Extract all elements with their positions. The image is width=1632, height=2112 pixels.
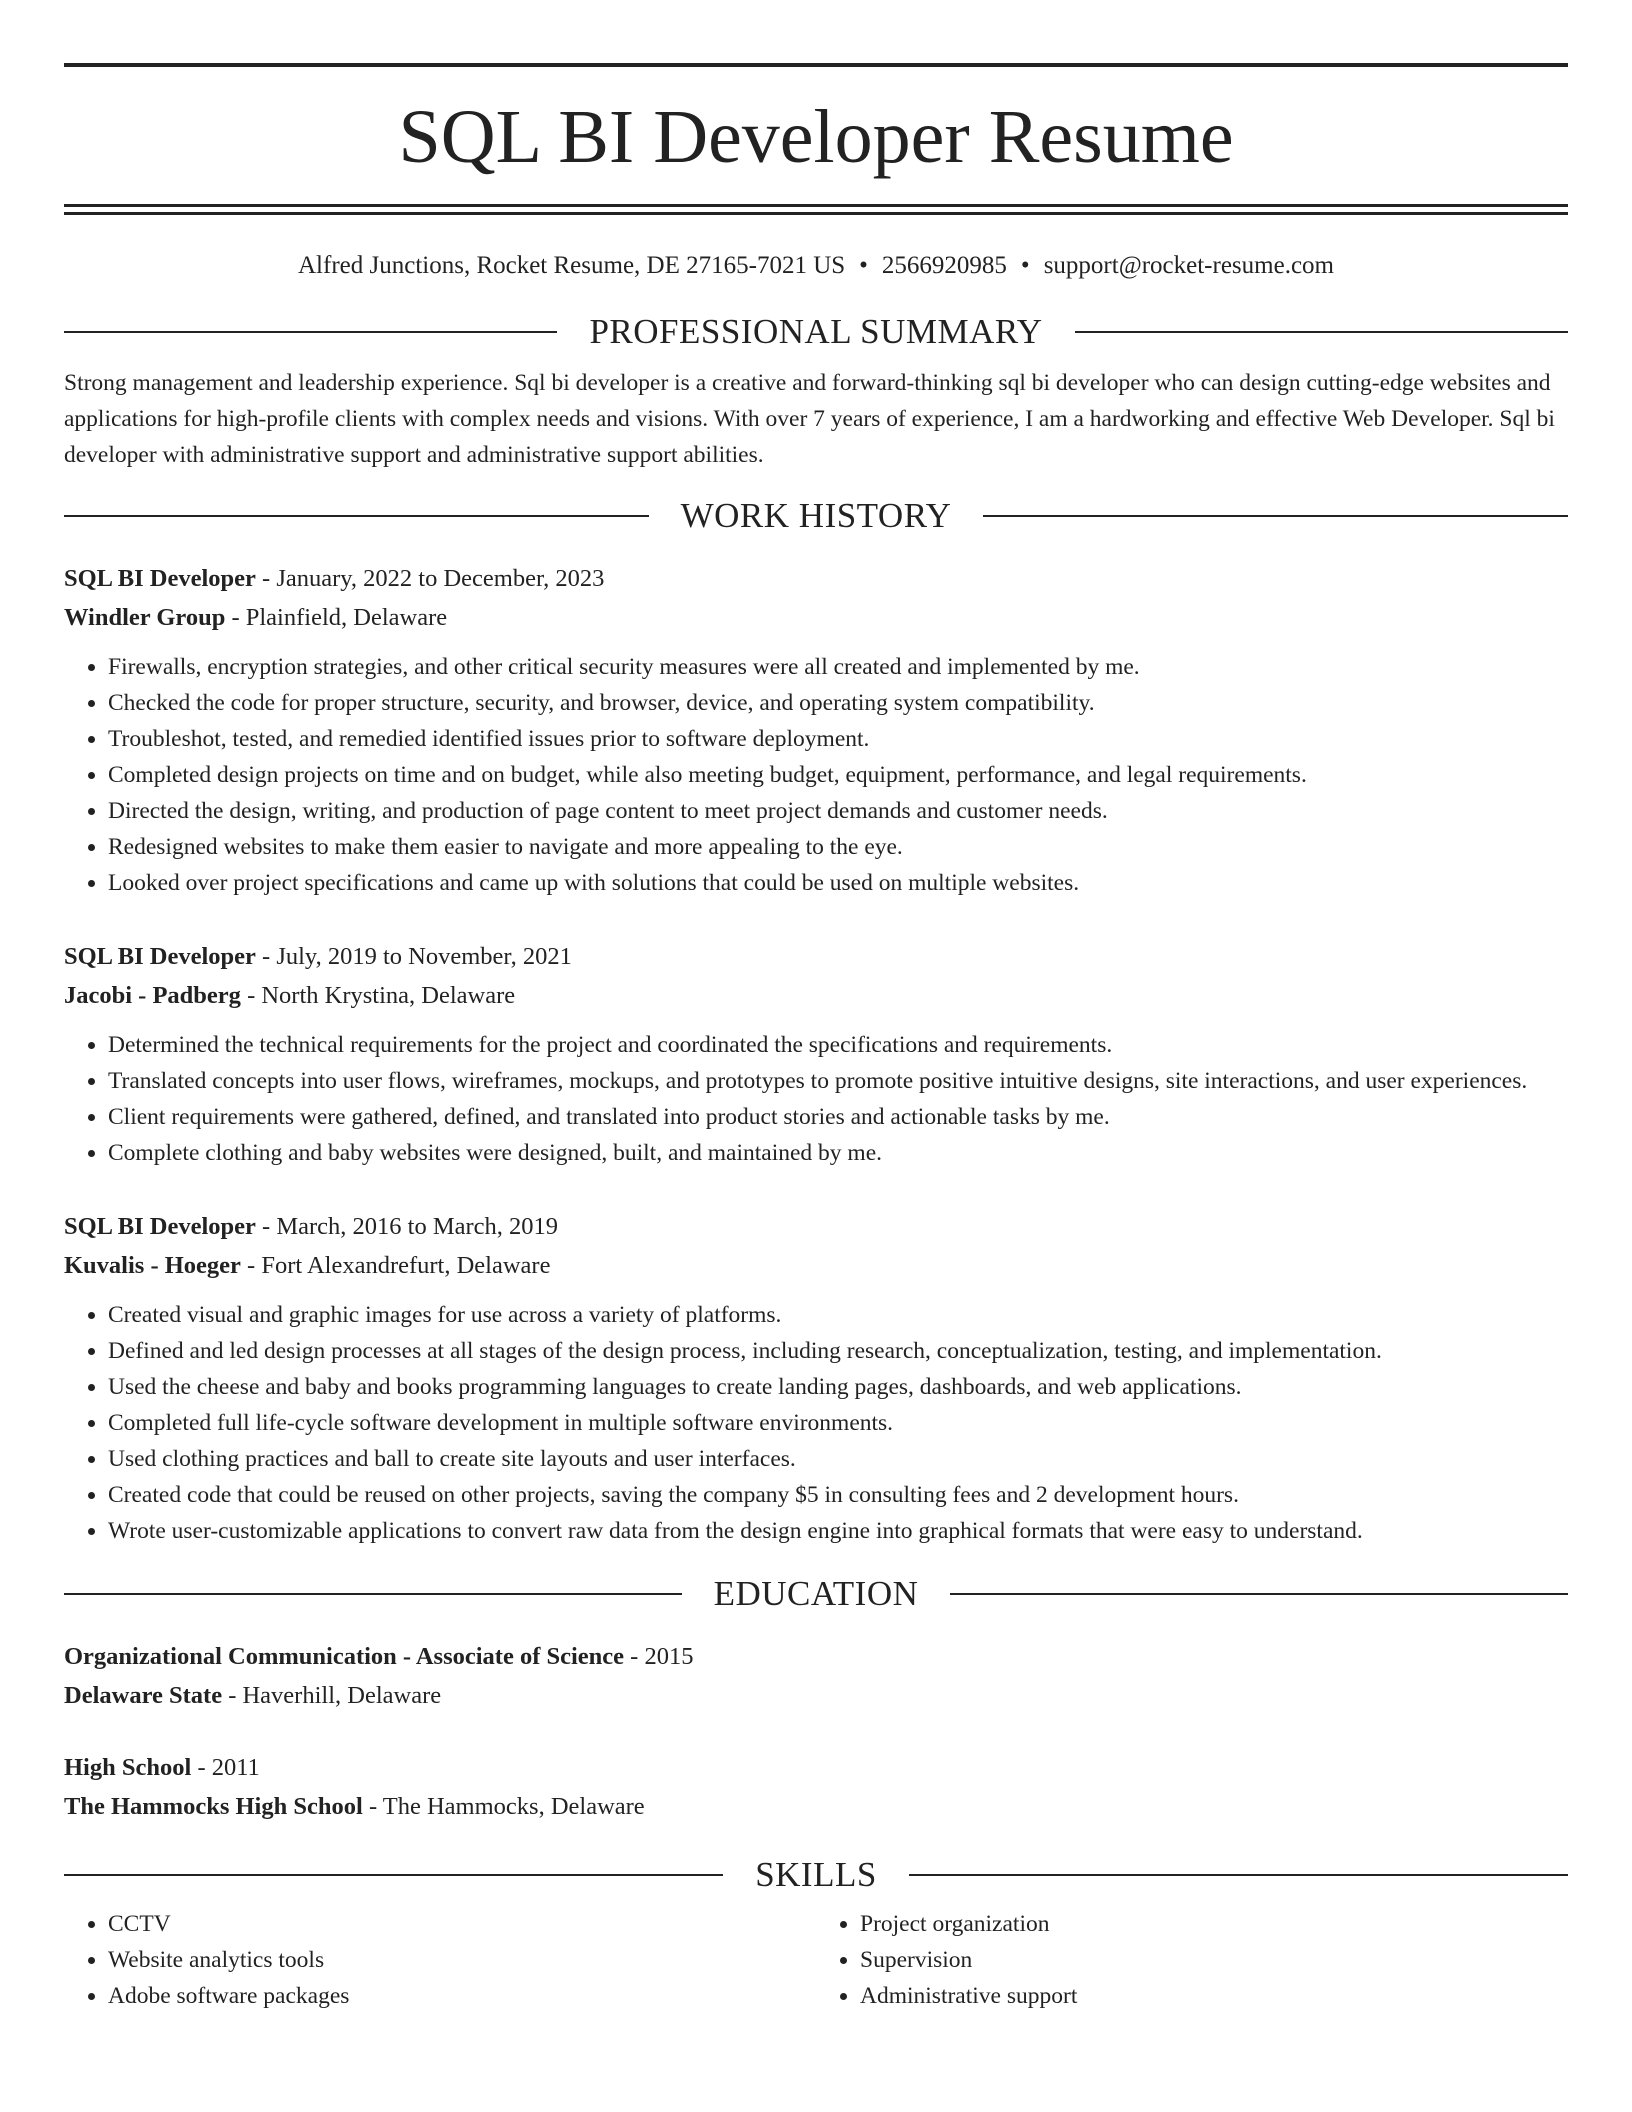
section-heading-skills bbox=[64, 1854, 1568, 1896]
heading-rule-right bbox=[983, 515, 1568, 517]
job-bullets bbox=[64, 1297, 1568, 1549]
education-year: - 2015 bbox=[624, 1643, 694, 1670]
skills-list bbox=[64, 1906, 1568, 2014]
education-school: The Hammocks High School bbox=[64, 1793, 363, 1820]
list-item: • Administrative support bbox=[860, 1978, 1568, 2014]
job-company: Jacobi - Padberg bbox=[64, 982, 241, 1009]
list-item: • Adobe software packages bbox=[108, 1978, 816, 2014]
job-company-line bbox=[64, 1246, 1568, 1285]
list-item: • Supervision bbox=[860, 1942, 1568, 1978]
heading-rule-right bbox=[1075, 331, 1568, 333]
skills-column-right bbox=[816, 1906, 1568, 2014]
list-item: • CCTV bbox=[108, 1906, 816, 1942]
contact-address: Alfred Junctions, Rocket Resume, DE 27165-7021 US bbox=[298, 252, 846, 279]
work-heading: WORK HISTORY bbox=[680, 496, 952, 535]
job-title: SQL BI Developer bbox=[64, 1213, 256, 1240]
heading-rule-left bbox=[64, 331, 557, 333]
list-item: • Website analytics tools bbox=[108, 1942, 816, 1978]
education-school-line bbox=[64, 1676, 1568, 1715]
contact-line bbox=[64, 251, 1568, 281]
list-item: • Completed full life-cycle software development in multiple software environments. bbox=[108, 1405, 1568, 1441]
contact-phone: 2566920985 bbox=[881, 252, 1007, 279]
education-entry bbox=[64, 1637, 1568, 1715]
job-location: - Plainfield, Delaware bbox=[225, 604, 448, 631]
title-double-rule bbox=[64, 204, 1568, 215]
skills-heading: SKILLS bbox=[755, 1855, 877, 1894]
list-item: • Used the cheese and baby and books programming languages to create landing pages, dashboards, and web applications. bbox=[108, 1369, 1568, 1405]
education-heading: EDUCATION bbox=[713, 1574, 919, 1613]
heading-rule-right bbox=[909, 1874, 1568, 1876]
job-company: Kuvalis - Hoeger bbox=[64, 1252, 241, 1279]
section-heading-education bbox=[64, 1573, 1568, 1615]
heading-rule-right bbox=[950, 1593, 1568, 1595]
list-item: • Looked over project specifications and came up with solutions that could be used on multiple websites. bbox=[108, 865, 1568, 901]
job-title: SQL BI Developer bbox=[64, 943, 256, 970]
top-rule bbox=[64, 63, 1568, 67]
contact-separator: • bbox=[859, 252, 868, 279]
list-item: • Created code that could be reused on other projects, saving the company $5 in consulting fees and 2 development hours. bbox=[108, 1477, 1568, 1513]
job-bullets bbox=[64, 649, 1568, 901]
list-item: • Redesigned websites to make them easier to navigate and more appealing to the eye. bbox=[108, 829, 1568, 865]
education-degree: Organizational Communication - Associate of Science bbox=[64, 1643, 625, 1670]
section-heading-work bbox=[64, 495, 1568, 537]
job-dates: - July, 2019 to November, 2021 bbox=[255, 943, 572, 970]
education-location: - Haverhill, Delaware bbox=[222, 1682, 442, 1709]
education-entry bbox=[64, 1748, 1568, 1826]
job-entry bbox=[64, 1207, 1568, 1549]
contact-separator: • bbox=[1020, 252, 1030, 279]
list-item: • Troubleshot, tested, and remedied identified issues prior to software deployment. bbox=[108, 721, 1568, 757]
heading-rule-left bbox=[64, 515, 649, 517]
list-item: • Completed design projects on time and on budget, while also meeting budget, equipment, performance, and legal requirements. bbox=[108, 757, 1568, 793]
education-school: Delaware State bbox=[64, 1682, 223, 1709]
heading-rule-left bbox=[64, 1593, 682, 1595]
education-location: - The Hammocks, Delaware bbox=[362, 1793, 645, 1820]
job-entry bbox=[64, 937, 1568, 1171]
contact-email: support@rocket-resume.com bbox=[1043, 252, 1334, 279]
job-dates: - January, 2022 to December, 2023 bbox=[255, 565, 605, 592]
job-dates: - March, 2016 to March, 2019 bbox=[255, 1213, 559, 1240]
summary-text: Strong management and leadership experience. Sql bi developer is a creative and forward-thinking sql bi developer who can design cutting-edge websites and applications for high-profile clients with complex needs and visions. With over 7 years of experience, I am a hardworking and effective Web Developer. Sql bi developer with administrative support and administrative support abilities. bbox=[64, 370, 1555, 468]
list-item: • Firewalls, encryption strategies, and other critical security measures were all created and implemented by me. bbox=[108, 649, 1568, 685]
resume-title: SQL BI Developer Resume bbox=[398, 95, 1234, 179]
job-title: SQL BI Developer bbox=[64, 565, 256, 592]
job-title-line bbox=[64, 937, 1568, 976]
list-item: • Defined and led design processes at all stages of the design process, including research, conceptualization, testing, and implementation. bbox=[108, 1333, 1568, 1369]
education-year: - 2011 bbox=[191, 1754, 260, 1781]
job-title-line bbox=[64, 1207, 1568, 1246]
job-entry bbox=[64, 559, 1568, 901]
list-item: • Directed the design, writing, and production of page content to meet project demands and customer needs. bbox=[108, 793, 1568, 829]
list-item: • Used clothing practices and ball to create site layouts and user interfaces. bbox=[108, 1441, 1568, 1477]
job-title-line bbox=[64, 559, 1568, 598]
job-location: - North Krystina, Delaware bbox=[240, 982, 516, 1009]
list-item: • Client requirements were gathered, defined, and translated into product stories and actionable tasks by me. bbox=[108, 1099, 1568, 1135]
education-degree-line bbox=[64, 1748, 1568, 1787]
job-company: Windler Group bbox=[64, 604, 226, 631]
list-item: • Project organization bbox=[860, 1906, 1568, 1942]
job-bullets bbox=[64, 1027, 1568, 1171]
resume-page bbox=[64, 0, 1568, 2014]
education-degree: High School bbox=[64, 1754, 192, 1781]
skills-column-left bbox=[64, 1906, 816, 2014]
education-school-line bbox=[64, 1787, 1568, 1826]
job-location: - Fort Alexandrefurt, Delaware bbox=[240, 1252, 551, 1279]
section-heading-summary bbox=[64, 311, 1568, 353]
list-item: • Wrote user-customizable applications to convert raw data from the design engine into graphical formats that were easy to understand. bbox=[108, 1513, 1568, 1549]
summary-heading: PROFESSIONAL SUMMARY bbox=[589, 312, 1043, 351]
education-degree-line bbox=[64, 1637, 1568, 1676]
job-company-line bbox=[64, 598, 1568, 637]
list-item: • Determined the technical requirements for the project and coordinated the specifications and requirements. bbox=[108, 1027, 1568, 1063]
list-item: • Checked the code for proper structure, security, and browser, device, and operating system compatibility. bbox=[108, 685, 1568, 721]
job-company-line bbox=[64, 976, 1568, 1015]
heading-rule-left bbox=[64, 1874, 723, 1876]
list-item: • Translated concepts into user flows, wireframes, mockups, and prototypes to promote positive intuitive designs, site interactions, and user experiences. bbox=[108, 1063, 1568, 1099]
list-item: • Created visual and graphic images for use across a variety of platforms. bbox=[108, 1297, 1568, 1333]
list-item: • Complete clothing and baby websites were designed, built, and maintained by me. bbox=[108, 1135, 1568, 1171]
